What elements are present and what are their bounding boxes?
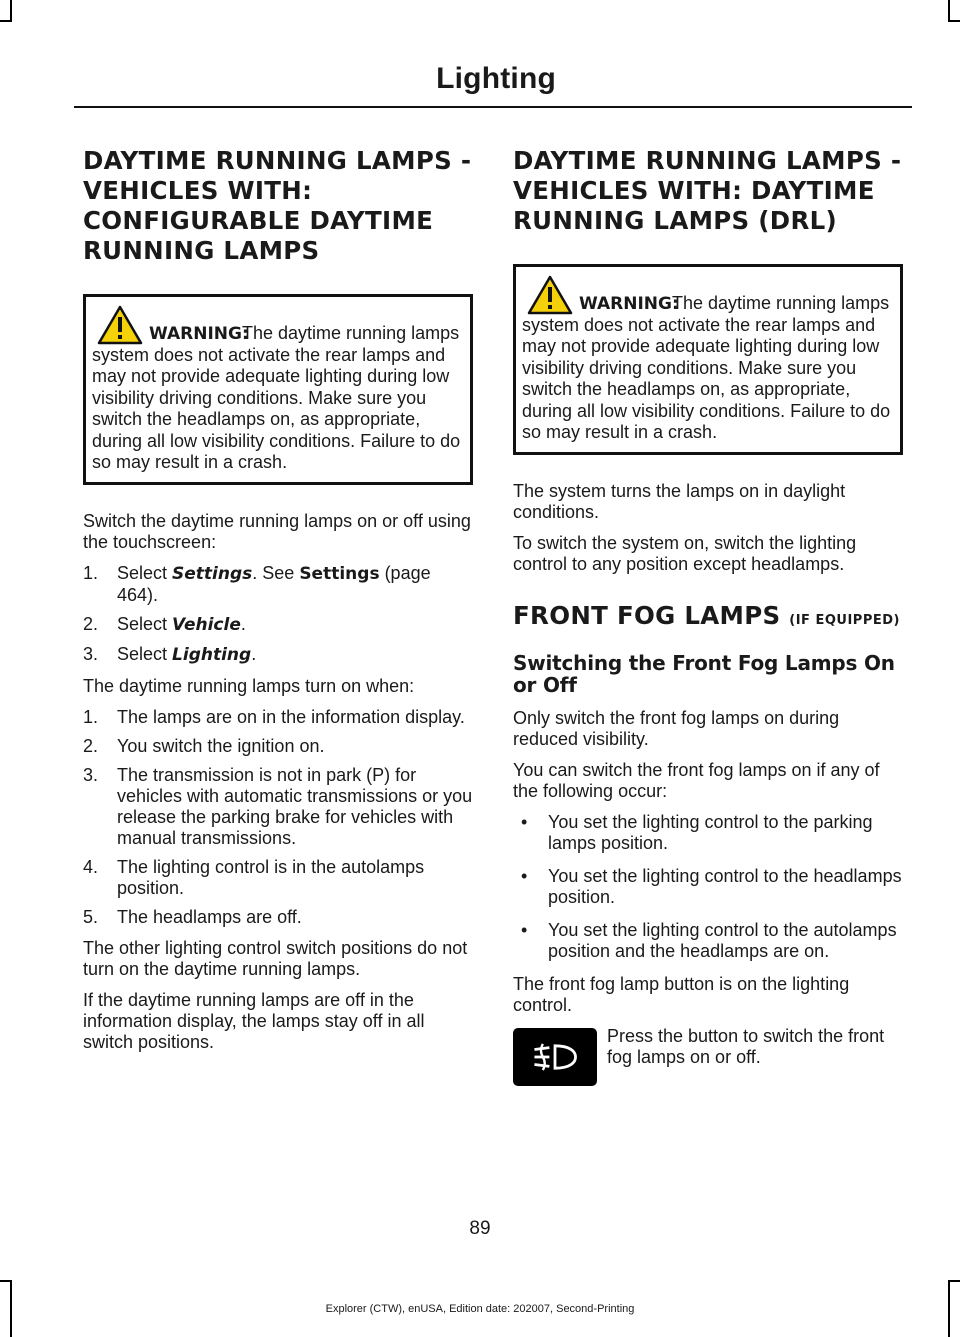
subheading-switching-fog-lamps: Switching the Front Fog Lamps On or Off bbox=[513, 650, 895, 697]
list-item: 4. The lighting control is in the autolamps position. bbox=[83, 856, 425, 898]
warning-box bbox=[83, 294, 473, 485]
list-item: • You set the lighting control to the autolamps position and the headlamps are on. bbox=[521, 919, 897, 961]
paragraph: The system turns the lamps on in daylight conditions. bbox=[513, 480, 846, 522]
button-caption: Press the button to switch the front fog lamps on or off. bbox=[607, 1025, 885, 1067]
settings-steps-list bbox=[83, 563, 473, 666]
list-item: • You set the lighting control to the parking lamps position. bbox=[521, 811, 873, 853]
paragraph: You can switch the front fog lamps on if any of the following occur: bbox=[513, 759, 880, 801]
header-divider bbox=[74, 106, 912, 108]
if-equipped-tag: (IF EQUIPPED) bbox=[789, 612, 900, 628]
page-number: 89 bbox=[469, 1218, 491, 1239]
cross-reference-settings: Settings bbox=[299, 563, 380, 584]
crop-mark bbox=[0, 1280, 12, 1282]
list-item: 1. Select Settings. See Settings (page 464). bbox=[83, 562, 431, 605]
warning-triangle-icon bbox=[97, 305, 143, 345]
crop-mark bbox=[0, 20, 12, 22]
right-column bbox=[513, 146, 903, 1086]
turn-on-intro: The daytime running lamps turn on when: bbox=[83, 675, 415, 696]
warning-label: WARNING: bbox=[579, 293, 679, 314]
front-fog-lamp-icon bbox=[527, 1038, 583, 1076]
page-header-title: Lighting bbox=[436, 62, 556, 95]
section-heading-configurable-drl: DAYTIME RUNNING LAMPS - VEHICLES WITH: CONFIGURABLE DAYTIME RUNNING LAMPS bbox=[83, 146, 472, 265]
fog-lamp-button-image bbox=[513, 1028, 597, 1086]
crop-mark bbox=[948, 1280, 960, 1282]
list-item: 2. You switch the ignition on. bbox=[83, 735, 325, 756]
paragraph: Only switch the front fog lamps on during reduced visibility. bbox=[513, 707, 840, 749]
paragraph: The other lighting control switch positions do not turn on the daytime running lamps. bbox=[83, 937, 468, 979]
warning-box bbox=[513, 264, 903, 455]
warning-triangle-icon bbox=[527, 275, 573, 315]
fog-button-row bbox=[513, 1026, 903, 1086]
paragraph: The front fog lamp button is on the lighting control. bbox=[513, 973, 850, 1015]
section-heading-front-fog-lamps: FRONT FOG LAMPS (IF EQUIPPED) bbox=[513, 600, 900, 630]
conditions-list bbox=[83, 707, 473, 928]
list-item: 1. The lamps are on in the information display. bbox=[83, 706, 465, 727]
menu-lighting: Lighting bbox=[172, 644, 252, 665]
section-heading-drl: DAYTIME RUNNING LAMPS - VEHICLES WITH: DAYTIME RUNNING LAMPS (DRL) bbox=[513, 146, 902, 235]
list-item: 2. Select Vehicle. bbox=[83, 613, 246, 635]
crop-mark bbox=[10, 0, 12, 22]
warning-text: The daytime running lamps system does not activate the rear lamps and may not provide adequate lighting during low visibility driving conditions. Make sure you switch the headlamps on, as appropriate, during all low visibility conditions. Failure to do so may result in a crash. bbox=[522, 293, 891, 442]
warning-label: WARNING: bbox=[149, 323, 249, 344]
paragraph: To switch the system on, switch the lighting control to any position except headlamps. bbox=[513, 532, 857, 574]
list-item: 5. The headlamps are off. bbox=[83, 906, 302, 927]
list-item: • You set the lighting control to the headlamps position. bbox=[521, 865, 902, 907]
left-column bbox=[83, 146, 473, 1063]
menu-settings: Settings bbox=[172, 563, 253, 584]
list-item: 3. The transmission is not in park (P) for vehicles with automatic transmissions or you release the parking brake for vehicles with manual transmissions. bbox=[83, 764, 473, 848]
crop-mark bbox=[948, 0, 950, 22]
crop-mark bbox=[948, 20, 960, 22]
menu-vehicle: Vehicle bbox=[172, 614, 241, 635]
paragraph: If the daytime running lamps are off in the information display, the lamps stay off in all switch positions. bbox=[83, 989, 425, 1052]
warning-text: The daytime running lamps system does not activate the rear lamps and may not provide adequate lighting during low visibility driving conditions. Make sure you switch the headlamps on, as appropriate, during all low visibility conditions. Failure to do so may result in a crash. bbox=[92, 323, 461, 472]
footer-edition: Explorer (CTW), enUSA, Edition date: 202007, Second-Printing bbox=[325, 1303, 635, 1315]
fog-conditions-list bbox=[513, 812, 903, 962]
intro-text: Switch the daytime running lamps on or off using the touchscreen: bbox=[83, 510, 471, 552]
list-item: 3. Select Lighting. bbox=[83, 643, 257, 665]
